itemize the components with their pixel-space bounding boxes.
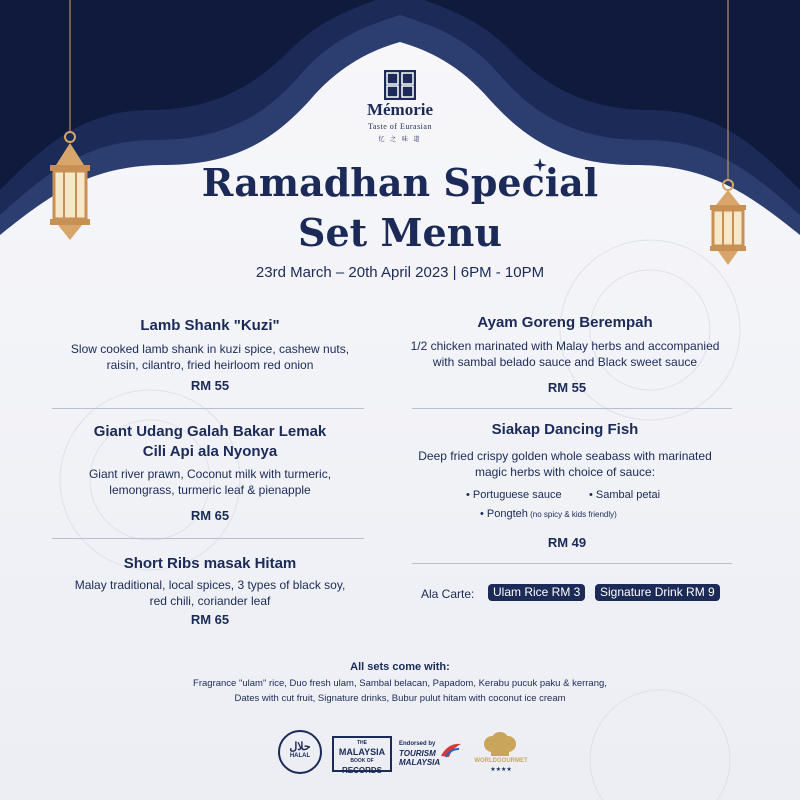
sauce-option-label: • Pongteh	[480, 508, 528, 520]
tourism-word: TOURISM	[399, 749, 436, 758]
dish-name: Siakap Dancing Fish	[491, 421, 639, 438]
ala-carte-signature-drink: Signature Drink RM 9	[595, 584, 720, 601]
ala-carte-label: Ala Carte:	[421, 587, 475, 601]
sauce-option	[480, 508, 617, 520]
divider	[52, 408, 364, 409]
memorie-logo-icon	[384, 70, 416, 100]
dish-desc: magic herbs with choice of sauce:	[474, 465, 656, 479]
sets-line: Dates with cut fruit, Signature drinks, Bubur pulut hitam with coconut ice cream	[234, 693, 566, 704]
dish-desc: with sambal belado sauce and Black sweet sauce	[432, 355, 698, 369]
dish-name: Ayam Goreng Berempah	[477, 314, 653, 331]
divider	[412, 408, 732, 409]
dish-price: RM 55	[190, 378, 230, 393]
sauce-option: • Portuguese sauce	[466, 489, 562, 501]
records-book: BOOK OF	[350, 758, 374, 764]
page-title-line1: Ramadhan Special	[201, 160, 599, 205]
dish-price: RM 55	[547, 380, 587, 395]
brand-chinese: 忆 之 味 道	[378, 137, 422, 143]
dish-name: Cili Api ala Nyonya	[142, 443, 278, 460]
halal-logo	[278, 730, 322, 774]
page-title-line2: Set Menu	[298, 210, 502, 255]
ala-carte-ulam-rice: Ulam Rice RM 3	[488, 584, 585, 601]
world-gourmet-stars: ★★★★	[490, 767, 512, 773]
halal-latin: HALAL	[289, 753, 311, 759]
dish-name: Short Ribs masak Hitam	[123, 555, 297, 572]
halal-arabic: حلال	[289, 741, 311, 753]
brand-name: Mémorie	[366, 100, 434, 119]
dish-desc: 1/2 chicken marinated with Malay herbs and accompanied	[410, 339, 720, 353]
dish-desc: Giant river prawn, Coconut milk with turmeric,	[88, 467, 332, 481]
records-malaysia: MALAYSIA	[338, 747, 386, 757]
dish-desc: Malay traditional, local spices, 3 types of black soy,	[74, 578, 346, 592]
world-gourmet-text: WORLDGOURMET	[474, 758, 528, 764]
records-the: THE	[357, 740, 367, 746]
sets-title: All sets come with:	[350, 661, 450, 673]
brand-tagline: Taste of Eurasian	[368, 122, 432, 131]
dish-desc: lemongrass, turmeric leaf & pienapple	[109, 483, 311, 497]
event-dates: 23rd March – 20th April 2023 | 6PM - 10PM	[255, 264, 545, 281]
divider	[412, 563, 732, 564]
lantern-left-icon	[42, 0, 102, 250]
sauce-option-note: (no spicy & kids friendly)	[527, 510, 617, 519]
dish-price: RM 65	[190, 508, 230, 523]
tourism-swirl-icon	[440, 742, 462, 758]
chef-hat-icon	[480, 732, 520, 758]
divider	[52, 538, 364, 539]
dish-price: RM 49	[547, 535, 587, 550]
dish-price: RM 65	[190, 612, 230, 627]
sets-line: Fragrance "ulam" rice, Duo fresh ulam, Sambal belacan, Papadom, Kerabu pucuk paku & kerrang,	[193, 678, 607, 689]
dish-name: Lamb Shank "Kuzi"	[140, 317, 280, 334]
records-records: RECORDS	[341, 766, 382, 775]
tourism-malaysia-word: MALAYSIA	[399, 758, 441, 767]
dish-desc: red chili, coriander leaf	[149, 594, 271, 608]
malaysia-book-of-records-logo	[332, 736, 392, 775]
lantern-right-icon	[700, 0, 756, 270]
tourism-endorsed: Endorsed by	[399, 741, 436, 747]
dish-desc: raisin, cilantro, fried heirloom red onion	[106, 358, 314, 372]
dish-desc: Slow cooked lamb shank in kuzi spice, cashew nuts,	[70, 342, 350, 356]
sauce-option: • Sambal petai	[589, 489, 661, 501]
dish-name: Giant Udang Galah Bakar Lemak	[93, 423, 327, 440]
dish-desc: Deep fried crispy golden whole seabass with marinated	[418, 449, 712, 463]
